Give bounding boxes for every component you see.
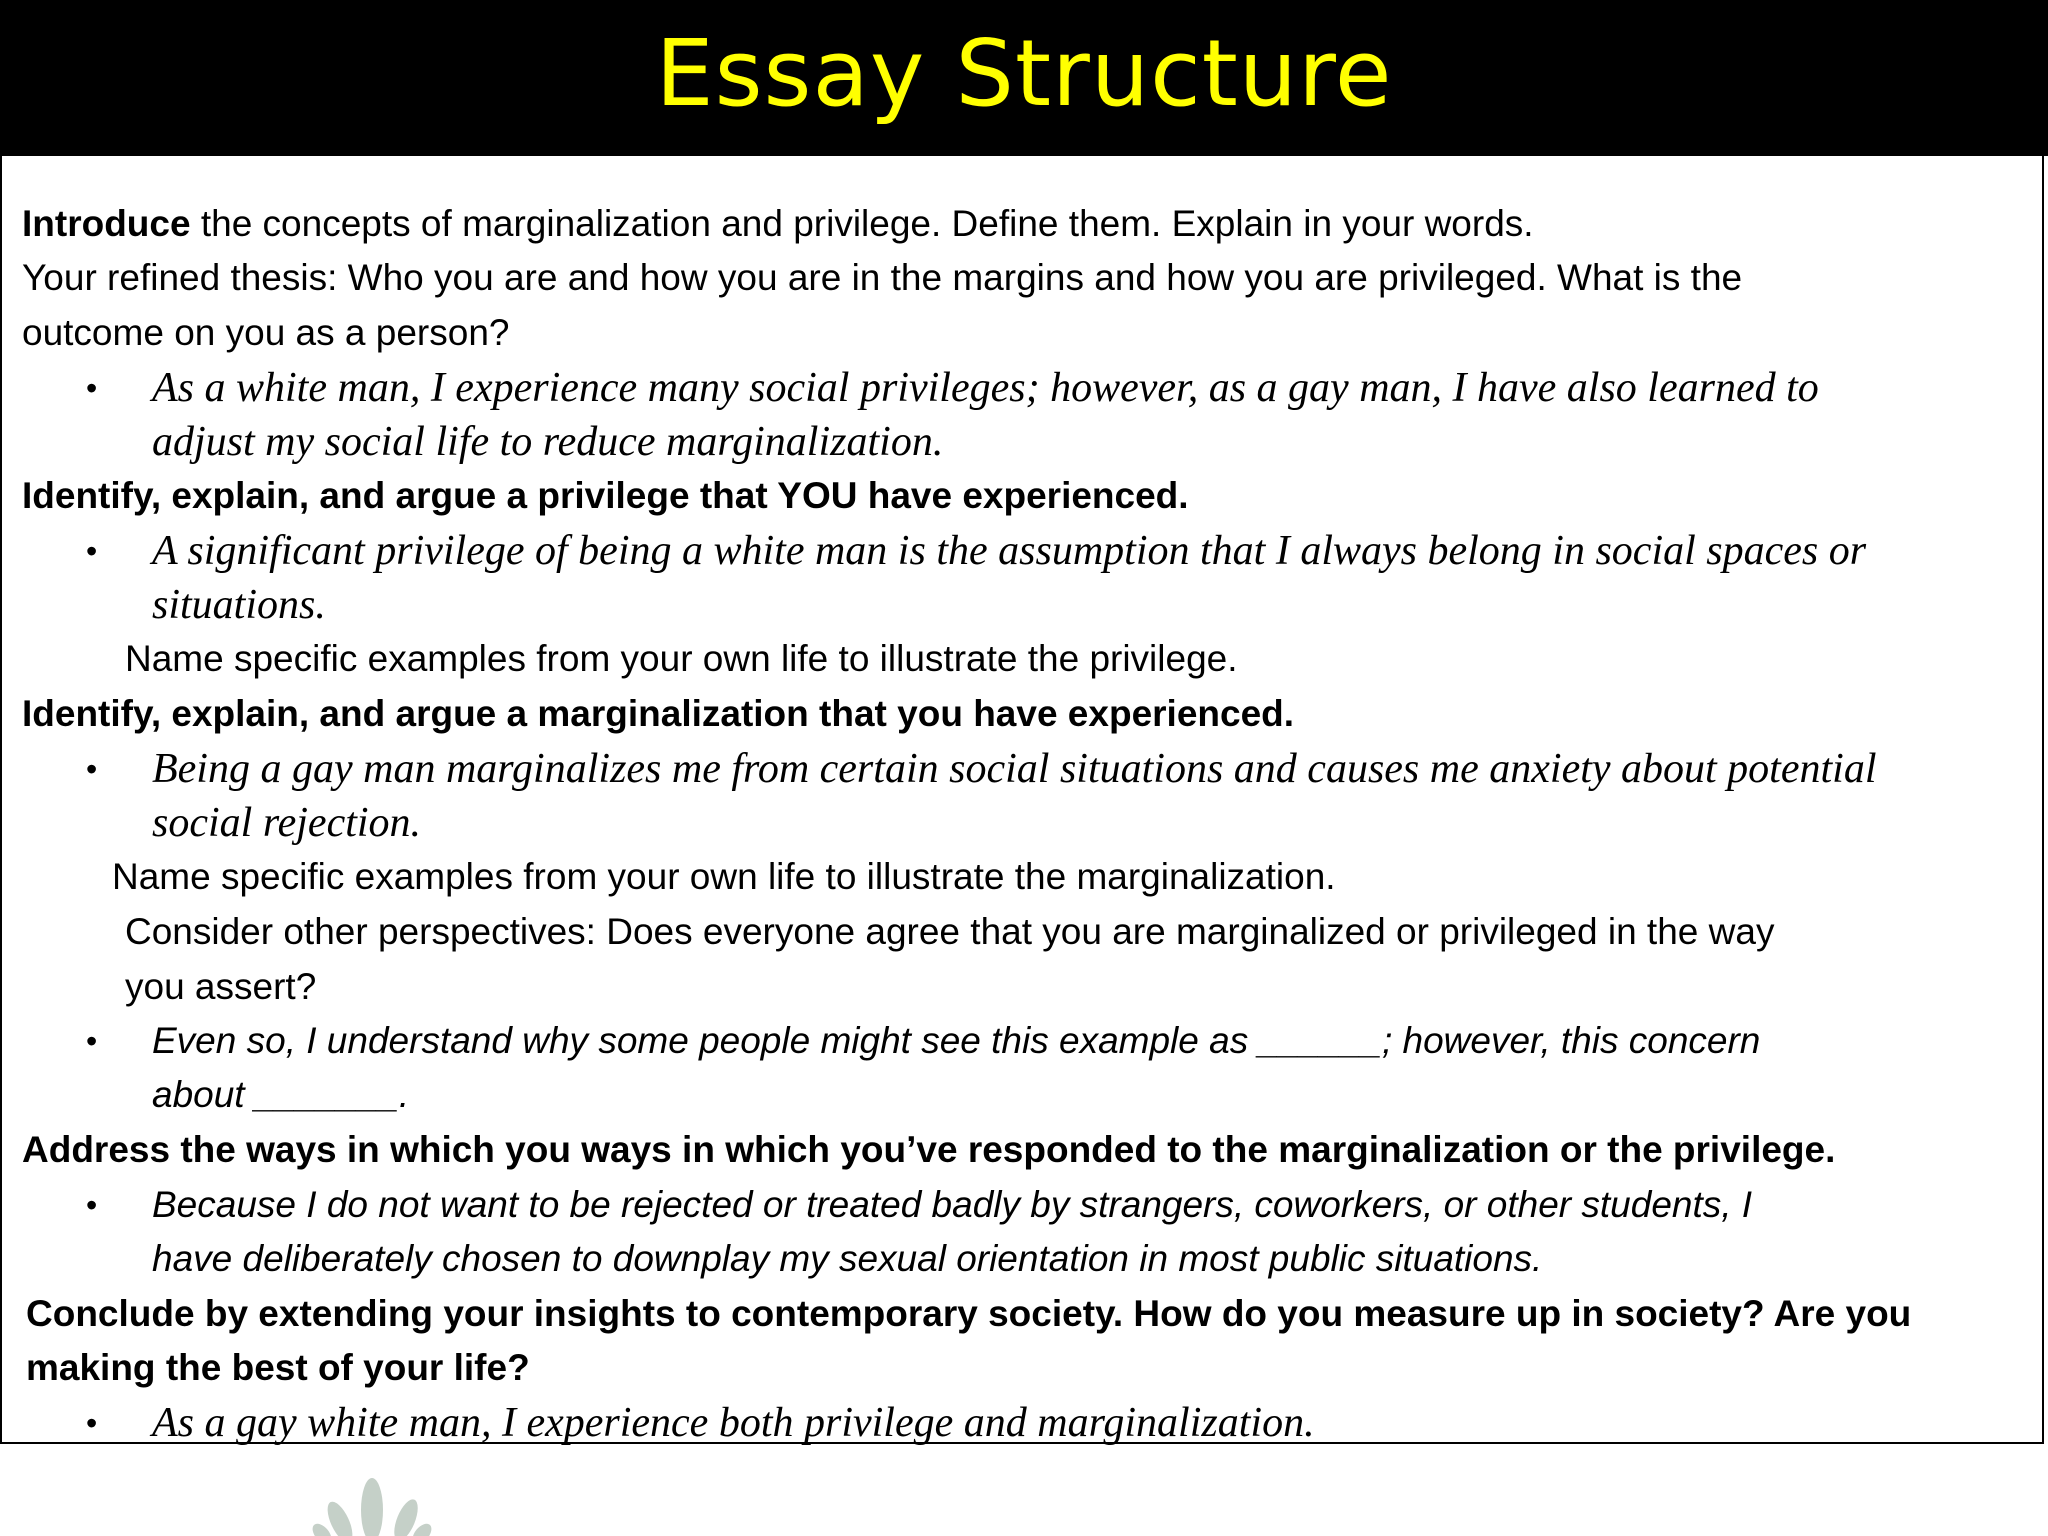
intro-example-line-2: adjust my social life to reduce marginalization. — [152, 419, 944, 465]
title-bar — [0, 0, 2048, 156]
bullet-icon: • — [86, 533, 98, 569]
conclusion-heading-line-2: making the best of your life? — [26, 1347, 530, 1388]
leaf-decoration-icon — [310, 1440, 450, 1536]
marginalization-heading: Identify, explain, and argue a marginalization that you have experienced. — [22, 693, 1295, 734]
marginalization-example-line-1: Being a gay man marginalizes me from certain social situations and causes me anxiety about potential — [152, 746, 1877, 792]
response-heading: Address the ways in which you ways in which you’ve responded to the marginalization or the privilege. — [22, 1129, 1836, 1170]
privilege-example-line-1: A significant privilege of being a white man is the assumption that I always belong in social spaces or — [152, 528, 1867, 574]
perspectives-line-1: Consider other perspectives: Does everyone agree that you are marginalized or privileged in the way — [125, 911, 1775, 952]
counter-line-2: about _______. — [152, 1074, 410, 1115]
intro-line — [22, 197, 1534, 251]
marginalization-example-line-2: social rejection. — [152, 800, 422, 846]
thesis-line-1: Your refined thesis: Who you are and how you are in the margins and how you are privileged. What is the — [22, 257, 1743, 298]
conclusion-heading-line-1: Conclude by extending your insights to contemporary society. How do you measure up in society? Are you — [26, 1293, 1912, 1334]
bullet-icon: • — [86, 370, 98, 406]
intro-example-line-1: As a white man, I experience many social privileges; however, as a gay man, I have also learned to — [152, 365, 1819, 411]
intro-rest: the concepts of marginalization and privilege. Define them. Explain in your words. — [190, 203, 1534, 244]
marginalization-instruction: Name specific examples from your own life to illustrate the marginalization. — [112, 856, 1336, 897]
bullet-icon: • — [86, 1187, 98, 1223]
slide-title: Essay Structure — [655, 20, 1393, 127]
bullet-icon: • — [86, 1023, 98, 1059]
thesis-line-2: outcome on you as a person? — [22, 312, 510, 353]
conclusion-example-line-1: As a gay white man, I experience both privilege and marginalization. — [152, 1400, 1315, 1446]
content-box — [0, 156, 2044, 1444]
perspectives-line-2: you assert? — [125, 966, 317, 1007]
counter-line-1: Even so, I understand why some people might see this example as ______; however, this concern — [152, 1020, 1761, 1061]
response-example-line-1: Because I do not want to be rejected or treated badly by strangers, coworkers, or other students, I — [152, 1184, 1753, 1225]
privilege-heading: Identify, explain, and argue a privilege that YOU have experienced. — [22, 475, 1189, 516]
bullet-icon: • — [86, 751, 98, 787]
response-example-line-2: have deliberately chosen to downplay my sexual orientation in most public situations. — [152, 1238, 1543, 1279]
privilege-instruction: Name specific examples from your own life to illustrate the privilege. — [125, 638, 1238, 679]
bullet-icon: • — [86, 1405, 98, 1441]
privilege-example-line-2: situations. — [152, 582, 326, 628]
intro-lead: Introduce — [22, 203, 191, 244]
